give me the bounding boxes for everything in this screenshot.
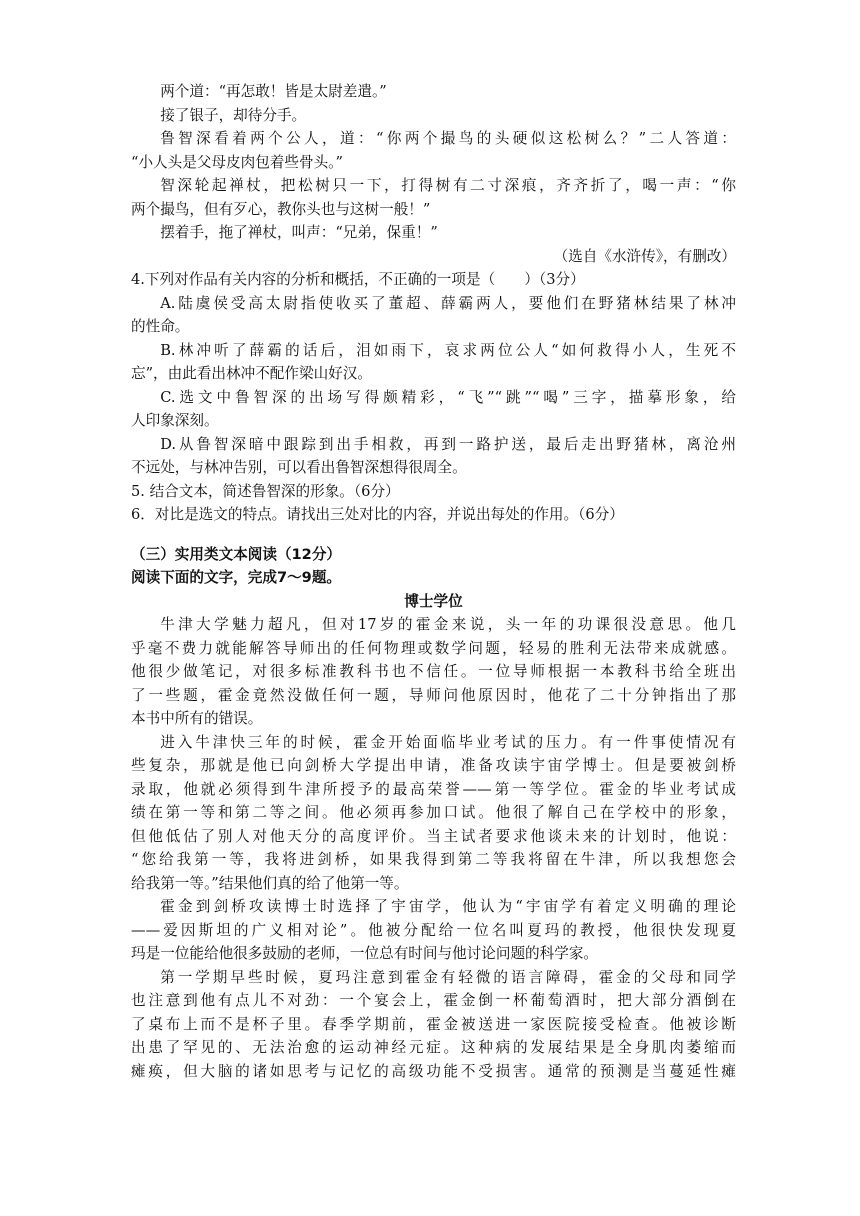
excerpt-line: 智深轮起禅杖，把松树只一下，打得树有二寸深痕，齐齐折了，喝一声：“你: [160, 177, 736, 194]
section-3: [131, 543, 736, 1084]
question-6: 6．对比是选文的特点。请找出三处对比的内容，并说出每处的作用。（6分）: [131, 506, 624, 523]
article-line: 本书中所有的错误。: [131, 710, 263, 727]
question-block: [131, 268, 736, 527]
novel-excerpt: [131, 80, 736, 268]
section-heading: （三）实用类文本阅读（12分）: [131, 545, 342, 563]
excerpt-source: （选自《水浒传》，有删改）: [553, 247, 736, 265]
article-line: ——爱因斯坦的广义相对论”。他被分配给一位名叫夏玛的教授，他很快发现夏: [131, 921, 736, 939]
section-gap: [131, 527, 736, 543]
article-line: 乎毫不费力就能解答导师出的任何物理或数学问题，轻易的胜利无法带来成就感。: [131, 639, 736, 657]
question-4: 4.下列对作品有关内容的分析和概括，不正确的一项是（ ）（3分）: [131, 271, 585, 288]
article-line: “您给我第一等，我将进剑桥，如果我得到第二等我将留在牛津，所以我想您会: [131, 851, 736, 868]
article-line: 第一学期早些时候，夏玛注意到霍金有轻微的语言障碍，霍金的父母和同学: [160, 968, 736, 986]
option-d-cont: 不远处，与林冲告别，可以看出鲁智深想得很周全。: [131, 459, 467, 476]
excerpt-line: 鲁智深看着两个公人，道：“你两个撮鸟的头硬似这松树么？”二人答道：: [160, 130, 736, 147]
excerpt-line: 摆着手，拖了禅杖，叫声：“兄弟，保重！”: [160, 224, 438, 241]
option-c-cont: 人印象深刻。: [131, 412, 219, 429]
article-line: 了一些题，霍金竟然没做任何一题，导师问他原因时，他花了二十分钟指出了那: [131, 686, 736, 704]
option-b: B.林冲听了薛霸的话后，泪如雨下，哀求两位公人“如何救得小人，生死不: [160, 341, 736, 359]
article-line: 玛是一位能给他很多鼓励的老师，一位总有时间与他讨论问题的科学家。: [131, 945, 599, 962]
option-a: A.陆虞侯受高太尉指使收买了董超、薛霸两人，要他们在野猪林结果了林冲: [160, 294, 736, 312]
article-line: 给我第一等。”结果他们真的给了他第一等。: [131, 874, 409, 892]
excerpt-line: 接了银子，却待分手。: [160, 106, 307, 124]
text-column: [131, 80, 736, 1083]
article-line: 瘫痪，但大脑的诸如思考与记忆的高级功能不受损害。通常的预测是当蔓延性瘫: [131, 1062, 736, 1080]
article-line: 也注意到他有点儿不对劲：一个宴会上，霍金倒一杯葡萄酒时，把大部分酒倒在: [131, 992, 736, 1009]
article-line: 出患了罕见的、无法治愈的运动神经元症。这种病的发展结果是全身肌肉萎缩而: [131, 1039, 736, 1056]
excerpt-line: “小人头是父母皮肉包着些骨头。”: [131, 153, 343, 171]
option-c: C.选文中鲁智深的出场写得颇精彩，“飞”“跳”“喝”三字，描摹形象，给: [160, 388, 736, 406]
article-line: 了桌布上而不是杯子里。春季学期前，霍金被送进一家医院接受检查。他被诊断: [131, 1015, 736, 1033]
article-line: 霍金到剑桥攻读博士时选择了宇宙学，他认为“宇宙学有着定义明确的理论: [160, 898, 736, 915]
option-b-cont: 忘”，由此看出林冲不配作梁山好汉。: [131, 365, 372, 382]
article-title: 博士学位: [404, 592, 463, 610]
option-d: D.从鲁智深暗中跟踪到出手相救，再到一路护送，最后走出野猪林，离沧州: [160, 435, 736, 453]
article-line: 牛津大学魅力超凡，但对17岁的霍金来说，头一年的功课很没意思。他几: [160, 616, 736, 633]
article-line: 录取，他就必须得到牛津所授予的最高荣誉——第一等学位。霍金的毕业考试成: [131, 780, 736, 798]
question-5: 5. 结合文本，简述鲁智深的形象。（6分）: [131, 482, 400, 500]
excerpt-line: 两个道：“再怎敢！皆是太尉差遣。”: [160, 83, 387, 100]
option-a-cont: 的性命。: [131, 318, 190, 335]
section-instruction: 阅读下面的文字，完成7～9题。: [131, 569, 342, 586]
article-line: 他很少做笔记，对很多标准教科书也不信任。一位导师根据一本教科书给全班出: [131, 663, 736, 680]
article-line: 但他低估了别人对他天分的高度评价。当主试者要求他谈未来的计划时，他说：: [131, 827, 736, 845]
article-line: 些复杂，那就是他已向剑桥大学提出申请，准备攻读宇宙学博士。但是要被剑桥: [131, 757, 736, 774]
excerpt-line: 两个撮鸟，但有歹心，教你头也与这树一般！”: [131, 200, 431, 218]
article-line: 绩在第一等和第二等之间。他必须再参加口试。他很了解自己在学校中的形象，: [131, 804, 736, 821]
article-line: 进入牛津快三年的时候，霍金开始面临毕业考试的压力。有一件事使情况有: [160, 733, 736, 751]
